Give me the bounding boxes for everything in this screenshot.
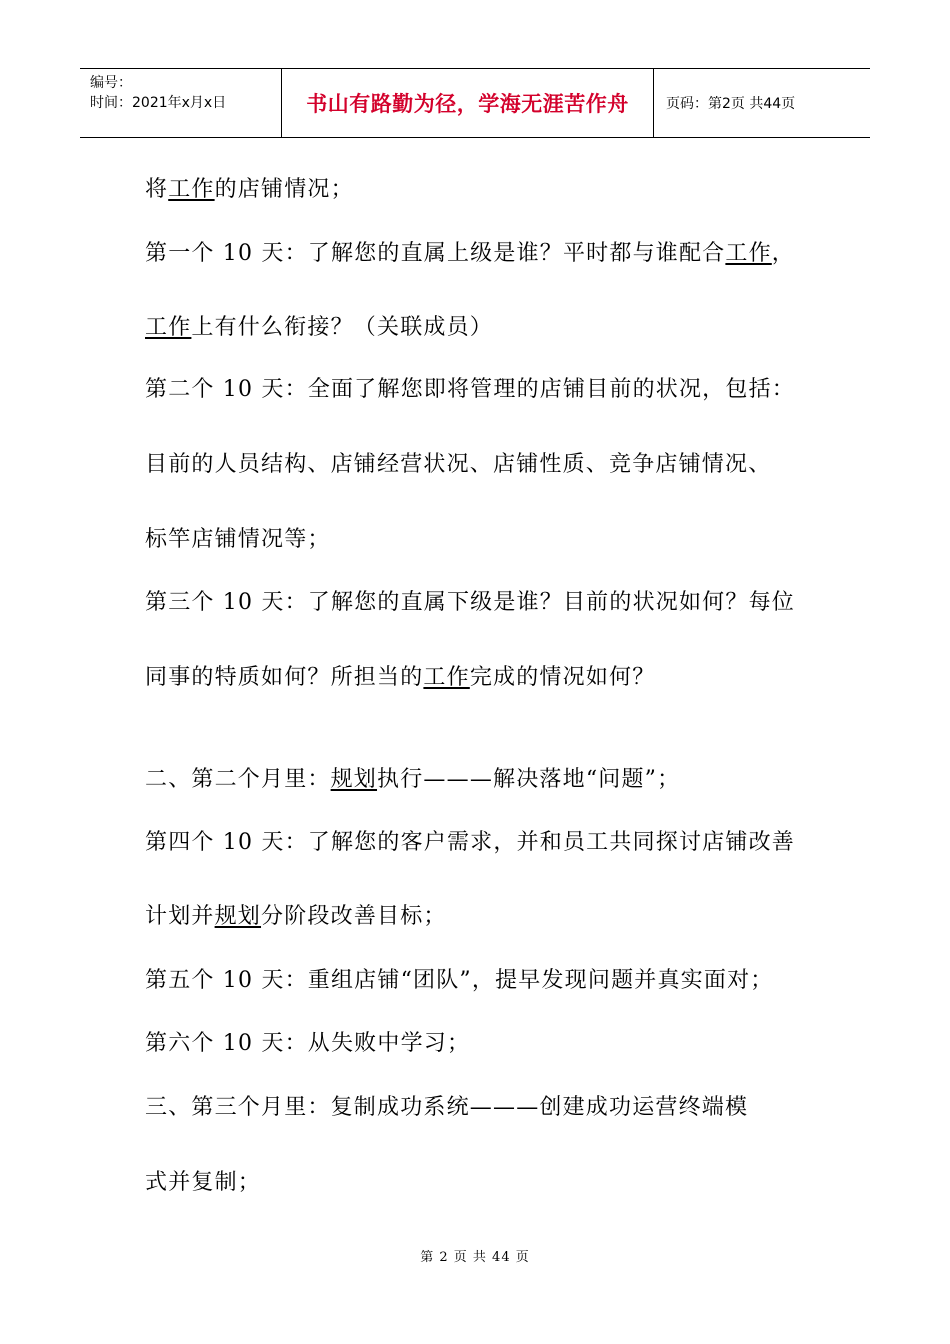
body-line-7: 第三个 10 天：了解您的直属下级是谁？目前的状况如何？每位 <box>145 590 795 615</box>
text: 完成的情况如何？ <box>469 665 656 690</box>
body-line-6: 标竿店铺情况等； <box>145 527 331 552</box>
body-line-1 <box>145 172 354 203</box>
page-footer: 第 2 页 共 44 页 <box>420 1250 530 1265</box>
document-date: 时间：2021年x月x日 <box>90 95 227 111</box>
link-work[interactable]: 工作 <box>423 665 470 690</box>
body-line-8 <box>145 660 655 691</box>
body-line-10: 第四个 10 天：了解您的客户需求，并和员工共同探讨店铺改善 <box>145 830 795 855</box>
text: 计划并 <box>145 904 215 929</box>
body-line-15: 式并复制； <box>145 1170 262 1195</box>
body-line-13: 第六个 10 天：从失败中学习； <box>145 1031 471 1056</box>
document-header <box>80 68 870 138</box>
text: 将 <box>145 177 169 202</box>
body-line-4: 第二个 10 天：全面了解您即将管理的店铺目前的状况，包括： <box>145 377 795 402</box>
motto: 书山有路勤为径，学海无涯苦作舟 <box>306 92 629 116</box>
body-line-2 <box>145 236 795 267</box>
text: 上有什么衔接？（关联成员） <box>191 315 494 340</box>
text: 二、第二个月里： <box>145 767 331 792</box>
body-line-5: 目前的人员结构、店铺经营状况、店铺性质、竞争店铺情况、 <box>145 452 772 477</box>
link-work[interactable]: 工作 <box>725 241 772 266</box>
page-indicator: 页码：第2页 共44页 <box>666 96 796 112</box>
link-work[interactable]: 工作 <box>145 315 192 340</box>
text: 同事的特质如何？所担当的 <box>145 665 424 690</box>
text: 第一个 10 天：了解您的直属上级是谁？平时都与谁配合 <box>145 241 726 266</box>
link-plan[interactable]: 规划 <box>330 767 378 792</box>
document-number: 编号： <box>90 75 132 91</box>
text: 分阶段改善目标； <box>261 904 447 929</box>
text: ， <box>771 241 795 266</box>
body-line-14: 三、第三个月里：复制成功系统———创建成功运营终端模 <box>145 1095 749 1120</box>
header-page-cell <box>654 69 870 137</box>
body-line-11 <box>145 899 447 930</box>
body-line-12: 第五个 10 天：重组店铺“团队”，提早发现问题并真实面对； <box>145 968 774 993</box>
header-motto-cell <box>282 69 654 137</box>
text: 的店铺情况； <box>214 177 354 202</box>
text: 执行———解决落地“问题”； <box>377 767 681 792</box>
body-line-9 <box>145 762 680 793</box>
link-work[interactable]: 工作 <box>168 177 215 202</box>
link-plan[interactable]: 规划 <box>214 904 262 929</box>
header-meta <box>80 69 282 137</box>
body-line-3 <box>145 310 493 341</box>
